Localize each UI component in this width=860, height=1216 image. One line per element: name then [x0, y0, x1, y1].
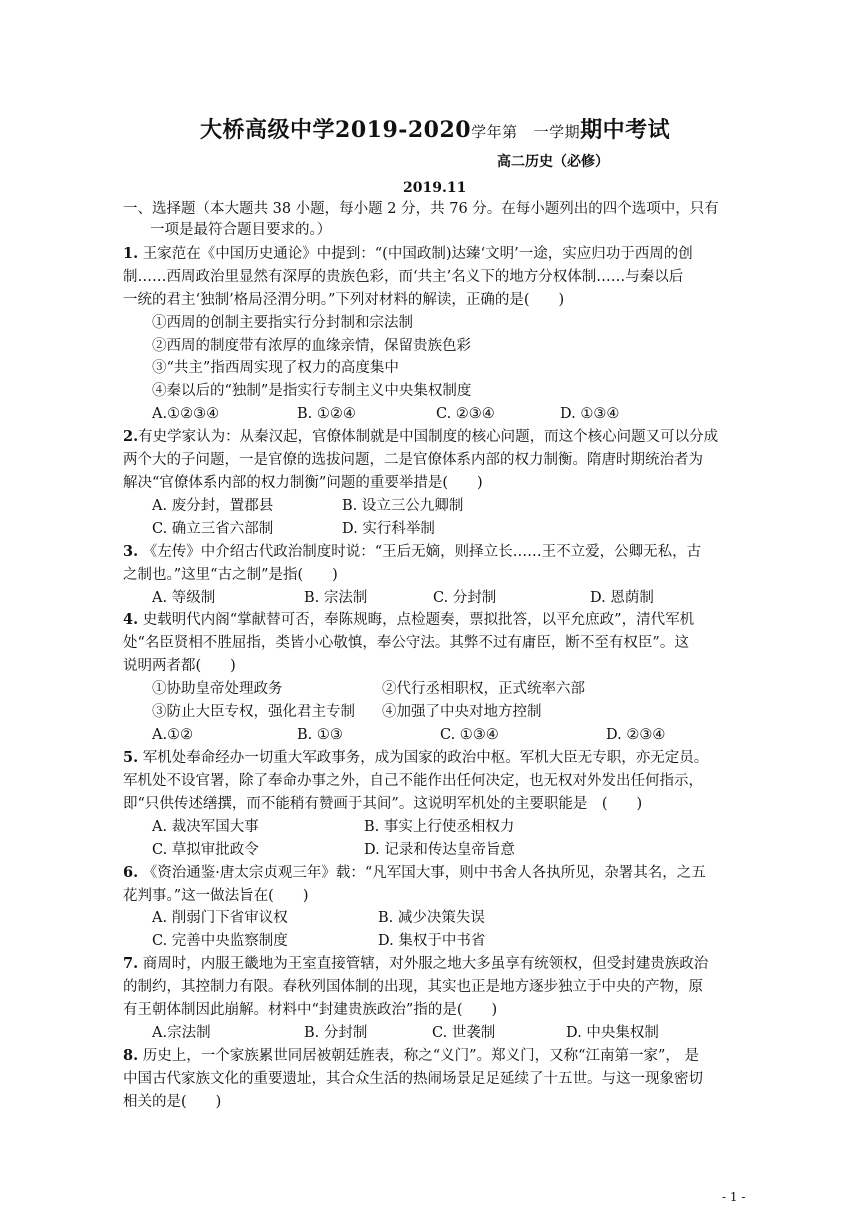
- question-7-stem-line3: 有王朝体制因此崩解。材料中“封建贵族政治”指的是( ): [123, 1002, 498, 1018]
- question-7-stem-line2: 的制约，其控制力有限。春秋列国体制的出现，其实也正是地方逐步独立于中央的产物，原: [123, 979, 703, 995]
- title-years: 2019-2020: [335, 117, 472, 143]
- question-4-item: ③防止大臣专权，强化君主专制: [152, 704, 355, 720]
- question-2-option-b: B. 设立三公九卿制: [342, 498, 464, 514]
- question-4-option-d: D. ②③④: [606, 727, 666, 743]
- question-7-number: 7.: [123, 955, 139, 972]
- question-2-number: 2.: [123, 428, 139, 445]
- question-6-number: 6.: [123, 864, 139, 881]
- section-instruction-line1: 一、选择题（本大题共 38 小题，每小题 2 分，共 76 分。在每小题列出的四个选项中，只有: [123, 201, 719, 217]
- question-6-option-a: A. 削弱门下省审议权: [152, 910, 288, 926]
- question-1-option-b: B. ①②④: [297, 406, 356, 422]
- title-school: 大桥高级中学: [200, 117, 336, 143]
- question-4-option-c: C. ①③④: [440, 727, 499, 743]
- question-8-stem-line2: 中国古代家族文化的重要遗址，其合众生活的热闹场景足足延续了十五世。与这一现象密切: [123, 1071, 703, 1087]
- question-7-option-c: C. 世袭制: [432, 1025, 496, 1041]
- question-7-option-d: D. 中央集权制: [566, 1025, 659, 1041]
- question-1-item: ①西周的创制主要指实行分封制和宗法制: [152, 315, 413, 331]
- question-1-item: ②西周的制度带有浓厚的血缘亲情，保留贵族色彩: [152, 338, 471, 354]
- question-3-option-b: B. 宗法制: [304, 590, 368, 606]
- question-4-option-b: B. ①③: [297, 727, 343, 743]
- question-8-stem-line1: 8. 历史上，一个家族累世同居被朝廷旌表，称之“义门”。郑义门，又称“江南第一家”， 是: [123, 1047, 700, 1064]
- title-xuenian: 学年第: [471, 123, 518, 141]
- question-5-stem-line1: 5. 军机处奉命经办一切重大军政事务，成为国家的政治中枢。军机大臣无专职，亦无定员。: [123, 749, 709, 766]
- section-instruction-line2: 一项是最符合题目要求的。）: [150, 222, 332, 238]
- question-3-option-d: D. 恩荫制: [590, 590, 654, 606]
- question-5-stem-line3: 即“只供传述缮撰，而不能稍有赞画于其间”。这说明军机处的主要职能是 ( ): [123, 796, 643, 812]
- question-3-option-c: C. 分封制: [433, 590, 497, 606]
- question-1-item: ④秦以后的“独制”是指实行专制主义中央集权制度: [152, 383, 472, 399]
- question-4-item: ②代行丞相职权，正式统率六部: [382, 681, 585, 697]
- question-7-option-b: B. 分封制: [304, 1025, 368, 1041]
- question-8-number: 8.: [123, 1047, 139, 1064]
- question-5-number: 5.: [123, 749, 139, 766]
- question-1-stem-line3: 一统的君主‘独制’格局泾渭分明。”下列对材料的解读，正确的是( ): [123, 292, 565, 308]
- question-3-stem-line1: 3. 《左传》中介绍古代政治制度时说：“王后无嫡，则择立长……王不立爱，公卿无私，古: [123, 543, 702, 560]
- title-exam: 期中考试: [580, 117, 671, 143]
- question-1-stem-line2: 制……西周政治里显然有深厚的贵族色彩，而‘共主’名义下的地方分权体制……与秦以后: [123, 269, 684, 285]
- question-4-stem-line3: 说明两者都( ): [123, 658, 236, 674]
- question-3-number: 3.: [123, 543, 139, 560]
- question-2-option-d: D. 实行科举制: [342, 521, 435, 537]
- question-4-option-a: A.①②: [152, 727, 194, 743]
- question-6-stem-line2: 花判事。”这一做法旨在( ): [123, 888, 309, 904]
- exam-date: 2019.11: [403, 180, 467, 196]
- question-4-number: 4.: [123, 611, 139, 628]
- title-semester: 一学期: [533, 123, 581, 141]
- question-8-stem-line3: 相关的是( ): [123, 1094, 222, 1110]
- question-5-option-a: A. 裁决军国大事: [152, 819, 259, 835]
- question-6-option-c: C. 完善中央监察制度: [152, 933, 288, 949]
- question-3-option-a: A. 等级制: [152, 590, 216, 606]
- question-4-stem-line1: 4. 史载明代内阁“掌献替可否，奉陈规晦，点检题奏，票拟批答，以平允庶政”，清代军机: [123, 611, 695, 628]
- question-1-option-c: C. ②③④: [436, 406, 495, 422]
- question-2-stem-line2: 两个大的子问题，一是官僚的选拔问题，二是官僚体系内部的权力制衡。隋唐时期统治者为: [123, 452, 703, 468]
- page-number: - 1 -: [722, 1190, 746, 1204]
- question-2-stem-line3: 解决“官僚体系内部的权力制衡”问题的重要举措是( ): [123, 475, 483, 491]
- question-1-number: 1.: [123, 245, 139, 262]
- question-4-item: ①协助皇帝处理政务: [152, 681, 283, 697]
- question-4-item: ④加强了中央对地方控制: [382, 704, 542, 720]
- exam-subject: 高二历史（必修）: [497, 154, 609, 170]
- question-5-option-d: D. 记录和传达皇帝旨意: [364, 842, 515, 858]
- question-6-option-b: B. 减少决策失误: [378, 910, 485, 926]
- question-7-option-a: A.宗法制: [152, 1025, 211, 1041]
- question-1-item: ③“共主”指西周实现了权力的高度集中: [152, 360, 399, 376]
- question-2-stem-line1: 2.有史学家认为：从秦汉起，官僚体制就是中国制度的核心问题，而这个核心问题又可以分成: [123, 428, 719, 445]
- question-5-stem-line2: 军机处不设官署，除了奉命办事之外，自己不能作出任何决定，也无权对外发出任何指示，: [123, 773, 703, 789]
- question-6-stem-line1: 6. 《资治通鉴·唐太宗贞观三年》载：“凡军国大事，则中书舍人各执所见，杂署其名，之五: [123, 864, 706, 881]
- question-7-stem-line1: 7. 商周时，内服王畿地为王室直接管辖，对外服之地大多虽享有统领权，但受封建贵族政治: [123, 955, 709, 972]
- question-1-option-d: D. ①③④: [560, 406, 620, 422]
- question-2-option-c: C. 确立三省六部制: [152, 521, 274, 537]
- question-6-option-d: D. 集权于中书省: [378, 933, 486, 949]
- question-5-option-b: B. 事实上行使丞相权力: [364, 819, 515, 835]
- question-1-option-a: A.①②③④: [152, 406, 220, 422]
- question-3-stem-line2: 之制也。”这里“古之制”是指( ): [123, 567, 338, 583]
- question-2-option-a: A. 废分封，置郡县: [152, 498, 274, 514]
- question-5-option-c: C. 草拟审批政令: [152, 842, 259, 858]
- exam-title: [200, 117, 671, 143]
- question-4-stem-line2: 处“名臣贤相不胜屈指，类皆小心敬慎，奉公守法。其弊不过有庸臣，断不至有权臣”。这: [123, 635, 689, 651]
- question-1-stem-line1: 1. 王家范在《中国历史通论》中提到：“(中国政制)达臻‘文明’一途，实应归功于西周的创: [123, 245, 693, 262]
